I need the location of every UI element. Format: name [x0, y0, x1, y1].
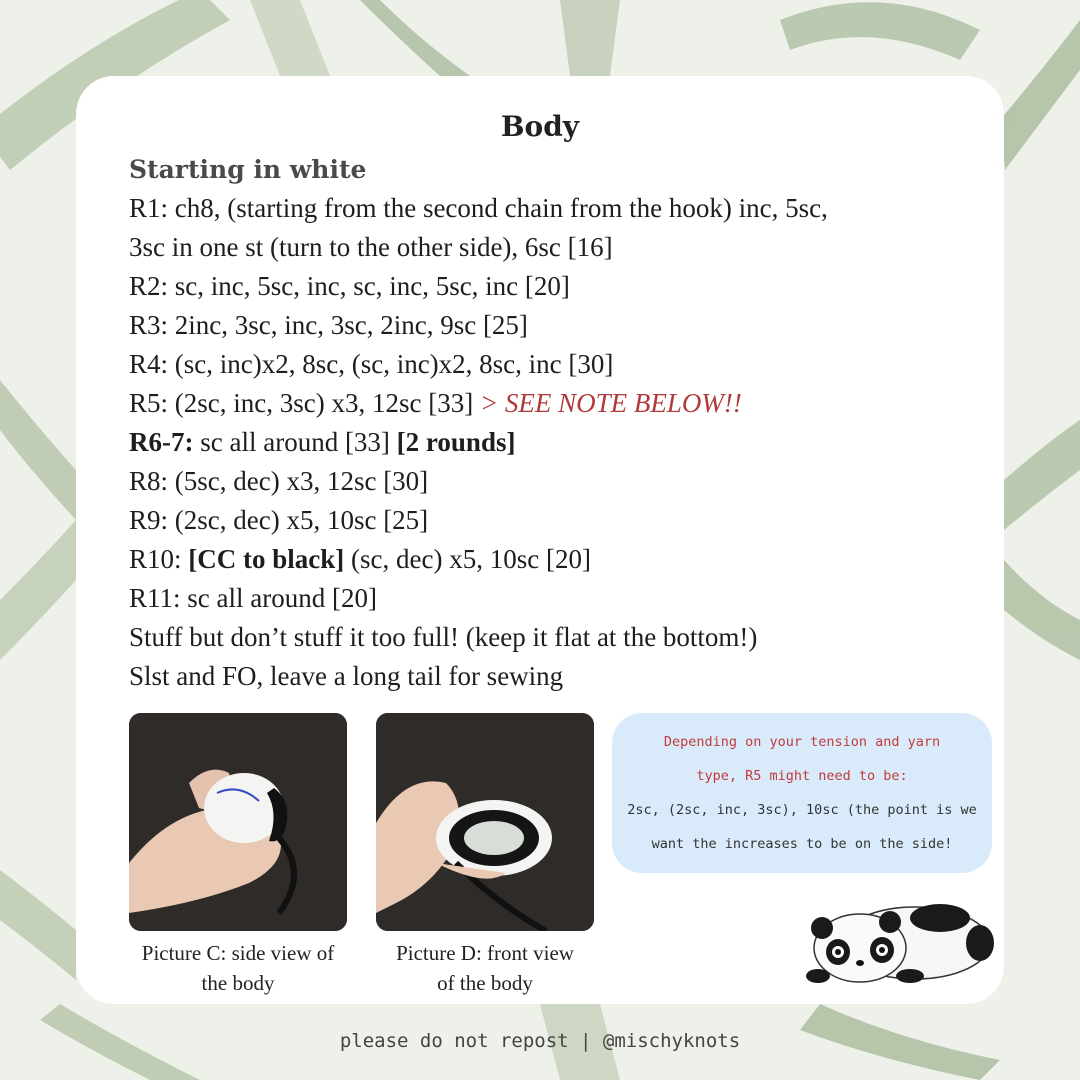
note-line-1: Depending on your tension and yarn [663, 734, 941, 750]
finishing-instruction: Slst and FO, leave a long tail for sewing [129, 661, 564, 691]
row-r10 [129, 540, 989, 579]
color-change-label: [CC to black] [188, 544, 345, 574]
row-r8: R8: (5sc, dec) x3, 12sc [30] [129, 466, 429, 496]
picture-d-caption-line2: of the body [437, 971, 533, 995]
picture-d-caption [365, 938, 605, 998]
picture-c-photo [129, 713, 347, 931]
picture-d-photo [376, 713, 594, 931]
row-r4: R4: (sc, inc)x2, 8sc, (sc, inc)x2, 8sc, inc [30] [129, 349, 614, 379]
row-r6-7-label: R6-7: [129, 427, 194, 457]
note-line-2: type, R5 might need to be: [696, 768, 908, 784]
footer-credit: please do not repost | @mischyknots [339, 1030, 741, 1052]
tension-note-box [612, 713, 992, 873]
picture-c-caption-line1: Picture C: side view of [141, 941, 335, 965]
note-line-4: want the increases to be on the side! [651, 836, 953, 852]
picture-d-caption-line1: Picture D: front view [396, 941, 574, 965]
row-r6-7-text: sc all around [33] [200, 427, 390, 457]
row-r6-7-rounds: [2 rounds] [396, 427, 516, 457]
row-r9: R9: (2sc, dec) x5, 10sc [25] [129, 505, 429, 535]
panda-illustration [800, 888, 995, 988]
row-r5-text: R5: (2sc, inc, 3sc) x3, 12sc [33] [129, 388, 474, 418]
stuffing-instruction: Stuff but don’t stuff it too full! (keep it flat at the bottom!) [129, 622, 758, 652]
pattern-instructions [129, 150, 989, 696]
note-line-3: 2sc, (2sc, inc, 3sc), 10sc (the point is we [627, 802, 977, 818]
picture-c-caption-line2: the body [201, 971, 275, 995]
row-r10-text: (sc, dec) x5, 10sc [20] [351, 544, 591, 574]
picture-c-caption [118, 938, 358, 998]
row-r6-7 [129, 423, 989, 462]
row-r5 [129, 384, 989, 423]
row-r1-continued: 3sc in one st (turn to the other side), 6sc [16] [129, 232, 613, 262]
row-r3: R3: 2inc, 3sc, inc, 3sc, 2inc, 9sc [25] [129, 310, 528, 340]
page-title: Body [500, 110, 580, 143]
row-r1: R1: ch8, (starting from the second chain from the hook) inc, 5sc, [129, 193, 828, 223]
row-r2: R2: sc, inc, 5sc, inc, sc, inc, 5sc, inc [20] [129, 271, 570, 301]
row-r11: R11: sc all around [20] [129, 583, 377, 613]
row-r10-label: R10: [129, 544, 182, 574]
see-note-callout: > SEE NOTE BELOW!! [479, 388, 742, 418]
color-note: Starting in white [129, 155, 367, 184]
